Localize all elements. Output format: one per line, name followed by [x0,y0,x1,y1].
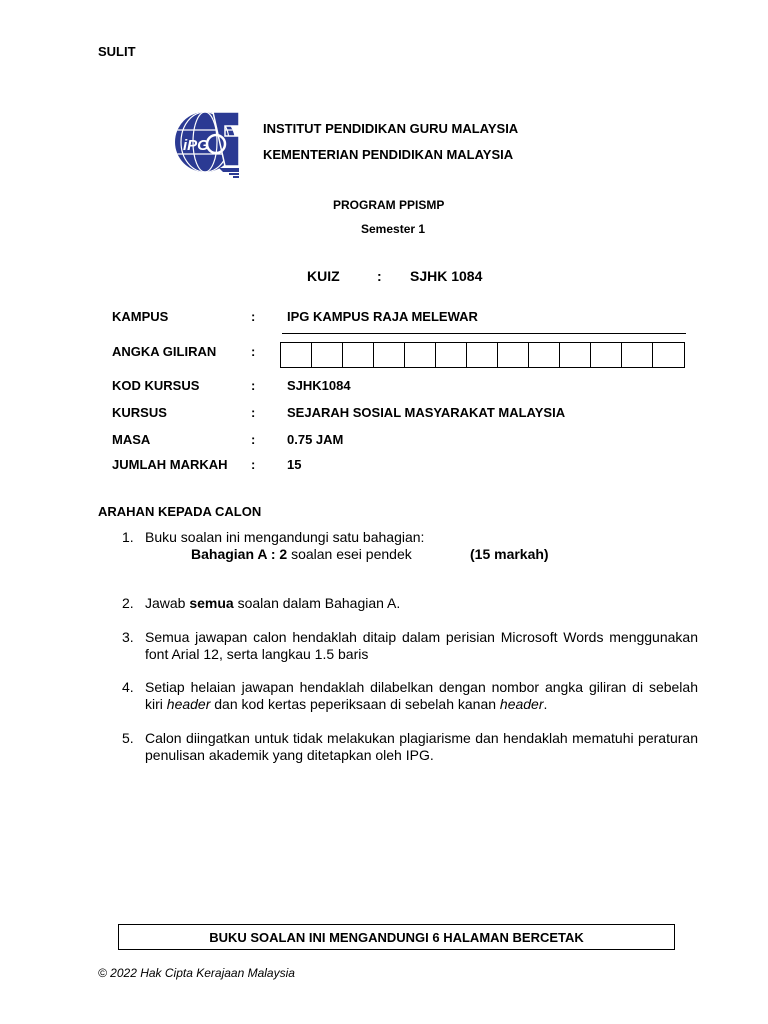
instruction-text-italic: header [499,696,544,712]
kod-kursus-value: SJHK1084 [287,378,351,393]
ipg-logo-graphic [175,106,241,180]
section-a-line [191,546,412,563]
angka-giliran-label: ANGKA GILIRAN [112,344,217,359]
instruction-text-pre: Jawab [145,595,190,611]
kod-kursus-label: KOD KURSUS [112,378,200,393]
instruction-item-2 [122,595,698,612]
angka-giliran-box[interactable] [560,343,591,367]
masa-value: 0.75 JAM [287,432,344,447]
kod-kursus-colon: : [251,378,256,393]
angka-giliran-colon: : [251,344,256,359]
kampus-underline [282,333,686,334]
jumlah-markah-colon: : [251,457,256,472]
instruction-text: Semua jawapan calon hendaklah ditaip dalam perisian Microsoft Words menggunakan font Arial 12, serta langkau 1.5 baris [145,629,698,662]
kampus-label: KAMPUS [112,309,169,324]
instruction-text: Calon diingatkan untuk tidak melakukan plagiarisme dan hendaklah mematuhi peraturan penulisan akademik yang ditetapkan oleh IPG. [145,730,698,763]
section-a-marks: (15 markah) [470,546,549,562]
instruction-text: Buku soalan ini mengandungi satu bahagian: [145,529,425,545]
instruction-number: 3. [122,629,134,645]
angka-giliran-box[interactable] [312,343,343,367]
angka-giliran-box[interactable] [591,343,622,367]
instruction-number: 2. [122,595,134,611]
instructions-heading: ARAHAN KEPADA CALON [98,504,262,519]
kursus-value: SEJARAH SOSIAL MASYARAKAT MALAYSIA [287,405,566,420]
kampus-value: IPG KAMPUS RAJA MELEWAR [287,309,478,324]
quiz-colon: : [377,268,382,284]
angka-giliran-box[interactable] [467,343,498,367]
instruction-number: 5. [122,730,134,746]
instruction-item-1 [122,529,698,546]
angka-giliran-box[interactable] [622,343,653,367]
kampus-colon: : [251,309,256,324]
jumlah-markah-value: 15 [287,457,302,472]
instruction-number: 1. [122,529,134,545]
instruction-item-3 [122,629,698,663]
instruction-text-post: soalan dalam Bahagian A. [233,595,401,611]
instruction-text-part: Setiap helaian jawapan hendaklah dilabelkan dengan nombor angka giliran di sebelah kiri [145,679,698,712]
angka-giliran-box[interactable] [653,343,684,367]
instruction-item-4 [122,679,698,713]
ipg-logo [175,106,241,180]
section-a-label: Bahagian A : 2 [191,546,288,562]
page-count-notice [118,924,675,950]
program-title: PROGRAM PPISMP [333,198,445,212]
logo-text: iPG [183,137,209,154]
angka-giliran-box[interactable] [529,343,560,367]
kursus-label: KURSUS [112,405,167,420]
instruction-text-part: dan kod kertas peperiksaan di sebelah kanan [210,696,500,712]
angka-giliran-box[interactable] [436,343,467,367]
semester-label: Semester 1 [361,222,426,236]
angka-giliran-box[interactable] [374,343,405,367]
ministry-name: KEMENTERIAN PENDIDIKAN MALAYSIA [263,147,514,162]
angka-giliran-box[interactable] [281,343,312,367]
institute-name: INSTITUT PENDIDIKAN GURU MALAYSIA [263,121,519,136]
angka-giliran-box[interactable] [498,343,529,367]
classification-label: SULIT [98,44,136,59]
angka-giliran-boxes[interactable] [280,342,685,368]
kursus-colon: : [251,405,256,420]
quiz-code: SJHK 1084 [410,268,483,284]
instruction-item-5 [122,730,698,764]
masa-colon: : [251,432,256,447]
section-a-description: soalan esei pendek [287,546,412,562]
copyright-notice: © 2022 Hak Cipta Kerajaan Malaysia [98,966,295,980]
instruction-text-part: . [543,696,548,712]
instruction-text-emphasis: semua [189,595,234,611]
instruction-number: 4. [122,679,134,695]
masa-label: MASA [112,432,151,447]
jumlah-markah-label: JUMLAH MARKAH [112,457,228,472]
quiz-label: KUIZ [307,268,340,284]
angka-giliran-box[interactable] [405,343,436,367]
page-count-text: BUKU SOALAN INI MENGANDUNGI 6 HALAMAN BERCETAK [209,929,584,945]
instruction-text-italic: header [166,696,211,712]
angka-giliran-box[interactable] [343,343,374,367]
